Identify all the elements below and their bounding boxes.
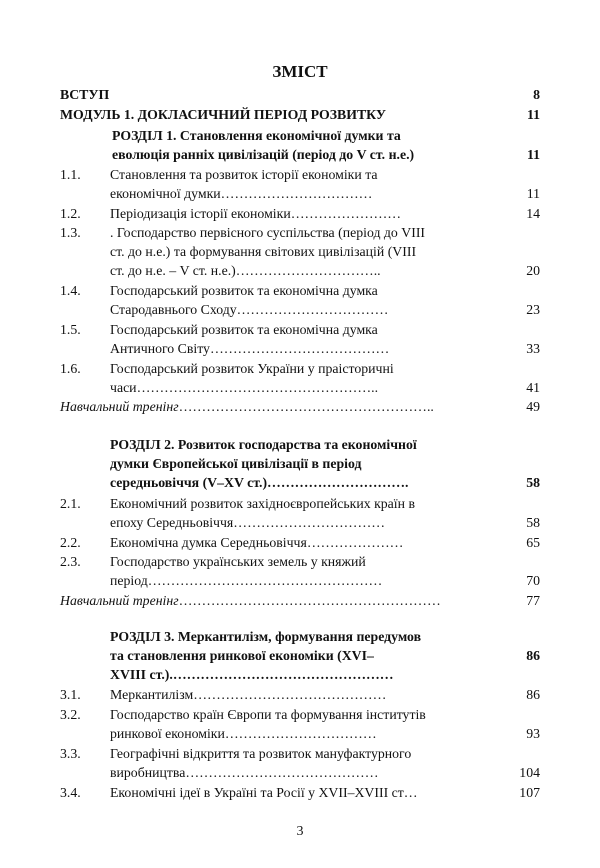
- section-heading-line: еволюція ранніх цивілізацій (період до V ст. н.е.): [112, 147, 415, 162]
- item-page: 20: [526, 263, 540, 278]
- item-text-line: період……………………………………………: [110, 573, 383, 588]
- toc-entry-intro: [60, 86, 540, 104]
- item-page: 93: [526, 726, 540, 741]
- section-page: 86: [526, 648, 540, 663]
- item-text-line: економічної думки……………………………: [110, 186, 373, 201]
- toc-item-2-2: [60, 534, 540, 552]
- item-text-line: ст. до н.е.) та формування світових цивілізацій (VIII: [110, 244, 417, 259]
- item-text-line: . Господарство первісного суспільства (період до VIII: [110, 225, 426, 240]
- item-text-line: виробництва……………………………………: [110, 765, 379, 780]
- item-text-line: епоху Середньовіччя……………………………: [110, 515, 386, 530]
- toc-item-3-4: [60, 784, 540, 802]
- item-text-line: Античного Світу…………………………………: [110, 341, 390, 356]
- section-heading-line: РОЗДІЛ 2. Розвиток господарства та економічної: [110, 437, 417, 452]
- module-page: 11: [526, 107, 540, 122]
- section-heading-line: середньовіччя (V–XV ст.)………………………….: [110, 475, 409, 490]
- toc-item-1-5: [60, 321, 540, 359]
- section-heading-line: та становлення ринкової економіки (XVI–: [110, 648, 374, 663]
- item-page: 86: [526, 687, 540, 702]
- item-number: 2.2.: [60, 535, 81, 550]
- item-page: 65: [526, 535, 540, 550]
- item-text-line: Господарський розвиток України у праісторичні: [110, 361, 394, 376]
- toc-item-1-4: [60, 282, 540, 320]
- toc-section-1-heading: [60, 127, 540, 165]
- training-leader-dots: ………………………………………………..: [178, 399, 434, 414]
- item-text-line: Економічна думка Середньовіччя…………………: [110, 535, 404, 550]
- section-heading-line: РОЗДІЛ 3. Меркантилізм, формування передумов: [110, 629, 422, 644]
- toc-module-1: [60, 106, 540, 124]
- item-number: 1.6.: [60, 361, 81, 376]
- toc-item-1-1: [60, 166, 540, 204]
- item-page: 33: [526, 341, 540, 356]
- item-text-line: Становлення та розвиток історії економіки та: [110, 167, 378, 182]
- training-leader-dots: …………………………………………………: [178, 593, 441, 608]
- toc-section-3-heading: [60, 628, 540, 685]
- toc-item-2-3: [60, 553, 540, 591]
- item-number: 3.2.: [60, 707, 81, 722]
- item-number: 1.3.: [60, 225, 81, 240]
- item-text-line: Господарство українських земель у княжий: [110, 554, 366, 569]
- toc-item-1-6: [60, 360, 540, 398]
- toc-item-1-2: [60, 205, 540, 223]
- item-number: 1.2.: [60, 206, 81, 221]
- section-heading-line: XVIII ст.).…………………………………………: [110, 667, 394, 682]
- item-page: 41: [526, 380, 540, 395]
- section-heading-line: РОЗДІЛ 1. Становлення економічної думки та: [112, 128, 401, 143]
- item-text-line: ринкової економіки……………………………: [110, 726, 377, 741]
- item-number: 1.5.: [60, 322, 81, 337]
- toc-entry-label: ВСТУП: [60, 87, 110, 102]
- toc-item-1-3: [60, 224, 540, 281]
- item-text-line: часи……………………………………………..: [110, 380, 379, 395]
- toc-item-3-3: [60, 745, 540, 783]
- toc-title: ЗМІСТ: [272, 62, 328, 81]
- training-page: 49: [526, 399, 540, 414]
- toc-entry-page: 8: [533, 87, 540, 102]
- section-page: 58: [526, 475, 540, 490]
- item-page: 104: [519, 765, 540, 780]
- item-text-line: Періодизація історії економіки……………………: [110, 206, 402, 221]
- item-page: 23: [526, 302, 540, 317]
- page-number: 3: [296, 824, 304, 839]
- item-text-line: Господарський розвиток та економічна думка: [110, 322, 378, 337]
- section-page: 11: [526, 147, 540, 162]
- item-text-line: Господарський розвиток та економічна думка: [110, 283, 378, 298]
- toc-training-2: [60, 592, 540, 610]
- item-number: 3.3.: [60, 746, 81, 761]
- item-text-line: Економічний розвиток західноєвропейських країн в: [110, 496, 415, 511]
- item-page: 14: [526, 206, 540, 221]
- item-page: 70: [526, 573, 540, 588]
- item-page: 58: [526, 515, 540, 530]
- item-page: 11: [526, 186, 540, 201]
- item-page: 107: [519, 785, 540, 800]
- training-label: Навчальний тренінг: [60, 399, 179, 414]
- item-text-line: Стародавнього Сходу……………………………: [110, 302, 389, 317]
- item-number: 1.1.: [60, 167, 81, 182]
- toc-item-2-1: [60, 495, 540, 533]
- item-number: 2.3.: [60, 554, 81, 569]
- item-text-line: ст. до н.е. – V ст. н.е.)…………………………..: [110, 263, 381, 278]
- section-heading-line: думки Європейської цивілізації в період: [110, 456, 362, 471]
- item-number: 2.1.: [60, 496, 81, 511]
- item-number: 3.4.: [60, 785, 81, 800]
- toc-training-1: [60, 398, 540, 416]
- item-text-line: Господарство країн Європи та формування інститутів: [110, 707, 426, 722]
- item-number: 1.4.: [60, 283, 81, 298]
- training-page: 77: [526, 593, 540, 608]
- module-label: МОДУЛЬ 1. ДОКЛАСИЧНИЙ ПЕРІОД РОЗВИТКУ: [60, 107, 386, 122]
- toc-section-2-heading: [60, 436, 540, 493]
- item-text-line: Географічні відкриття та розвиток мануфактурного: [110, 746, 412, 761]
- toc-item-3-1: [60, 686, 540, 704]
- toc-item-3-2: [60, 706, 540, 744]
- item-number: 3.1.: [60, 687, 81, 702]
- item-text-line: Меркантилізм……………………………………: [110, 687, 387, 702]
- item-text-line: Економічні ідеї в Україні та Росії у XVII–XVIII ст…: [110, 785, 418, 800]
- training-label: Навчальний тренінг: [60, 593, 179, 608]
